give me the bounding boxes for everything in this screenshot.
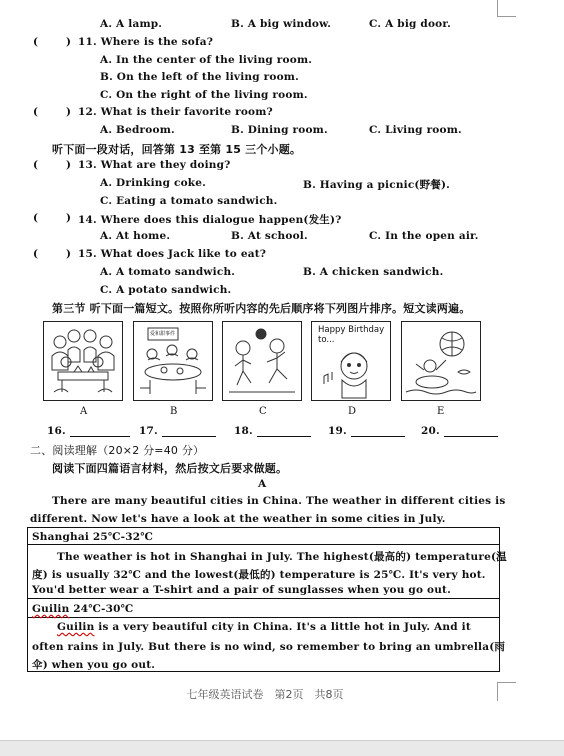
answer-slot-16[interactable] xyxy=(47,425,130,437)
part2-title: 二、阅读理解（20×2 分=40 分） xyxy=(30,444,205,457)
q15-option-b: B. A chicken sandwich. xyxy=(303,266,444,278)
q15-paren-close: ) xyxy=(66,248,72,260)
q14-option-a: A. At home. xyxy=(100,230,171,242)
answer-blank-20[interactable] xyxy=(444,425,498,437)
birthday-caption-line2: to... xyxy=(318,335,335,345)
birthday-caption-line1: Happy Birthday xyxy=(318,325,385,335)
q12-option-c: C. Living room. xyxy=(369,124,462,136)
q11-paren-open: ( xyxy=(33,36,39,48)
page-corner-mark-top xyxy=(497,0,516,17)
q12-option-b: B. Dining room. xyxy=(231,124,328,136)
shanghai-line1: The weather is hot in Shanghai in July. The highest(最高的) temperature(温 xyxy=(57,551,507,563)
answer-slot-16-number: 16. xyxy=(47,425,66,437)
party-sign-text: 爱和甜事件 xyxy=(150,331,176,337)
picture-d-birthday-song xyxy=(311,321,391,401)
answer-slot-20[interactable] xyxy=(421,425,498,437)
q13-paren-close: ) xyxy=(66,159,72,171)
guilin-line1-word: Guilin xyxy=(57,621,95,633)
picture-b-party-table xyxy=(133,321,213,401)
q15-option-c: C. A potato sandwich. xyxy=(100,284,232,296)
shanghai-line2: 度) is usually 32℃ and the lowest(最低的) temperature is 25℃. It's very hot. xyxy=(32,569,486,581)
q13-paren-open: ( xyxy=(33,159,39,171)
answer-blank-16[interactable] xyxy=(70,425,130,437)
answer-slot-18-number: 18. xyxy=(234,425,253,437)
part2-instruction: 阅读下面四篇语言材料，然后按文后要求做题。 xyxy=(52,462,288,475)
answer-slot-19-number: 19. xyxy=(328,425,347,437)
shanghai-line3: You'd better wear a T-shirt and a pair of sunglasses when you go out. xyxy=(32,584,451,596)
document-bottom-edge xyxy=(0,740,564,756)
picture-c-kids-playing-ball xyxy=(222,321,302,401)
q15-paren-open: ( xyxy=(33,248,39,260)
guilin-heading-temp: 24℃-30℃ xyxy=(69,603,134,615)
q14-stem: 14. Where does this dialogue happen(发生)? xyxy=(78,214,342,226)
answer-slot-18[interactable] xyxy=(234,425,311,437)
guilin-line3: 伞) when you go out. xyxy=(32,659,156,671)
page-footer: 七年级英语试卷 第2页 共8页 xyxy=(186,688,344,701)
q10-option-a: A. A lamp. xyxy=(100,18,163,30)
q12-paren-close: ) xyxy=(66,106,72,118)
q12-option-a: A. Bedroom. xyxy=(100,124,175,136)
answer-slot-20-number: 20. xyxy=(421,425,440,437)
q13-option-b: B. Having a picnic(野餐). xyxy=(303,179,451,191)
picture-label-b: B xyxy=(170,406,178,417)
q10-option-b: B. A big window. xyxy=(231,18,332,30)
q11-option-c: C. On the right of the living room. xyxy=(100,89,308,101)
q15-option-a: A. A tomato sandwich. xyxy=(100,266,236,278)
passage-a-label: A xyxy=(258,478,267,490)
q11-stem: 11. Where is the sofa? xyxy=(78,36,214,48)
q11-paren-close: ) xyxy=(66,36,72,48)
section-divider xyxy=(27,598,500,599)
shanghai-heading-divider xyxy=(27,544,500,545)
passage-a-intro-line2: different. Now let's have a look at the weather in some cities in July. xyxy=(30,513,446,525)
q15-stem: 15. What does Jack like to eat? xyxy=(78,248,267,260)
q11-option-b: B. On the left of the living room. xyxy=(100,71,299,83)
picture-label-a: A xyxy=(80,406,88,417)
shanghai-heading: Shanghai 25℃-32℃ xyxy=(32,531,154,543)
q14-paren-close: ) xyxy=(66,212,72,224)
picture-label-d: D xyxy=(348,406,357,417)
answer-blank-17[interactable] xyxy=(162,425,216,437)
picture-e-beach-ball xyxy=(401,321,481,401)
answer-blank-19[interactable] xyxy=(351,425,405,437)
section3-title: 第三节 听下面一篇短文。按照你所听内容的先后顺序将下列图片排序。短文读两遍。 xyxy=(52,302,471,315)
q14-option-b: B. At school. xyxy=(231,230,308,242)
q12-stem: 12. What is their favorite room? xyxy=(78,106,273,118)
picture-a-family-gathering xyxy=(43,321,123,401)
picture-label-e: E xyxy=(437,406,445,417)
guilin-heading-word: Guilin xyxy=(32,603,70,615)
answer-slot-17[interactable] xyxy=(139,425,216,437)
q12-paren-open: ( xyxy=(33,106,39,118)
guilin-line1-rest: is a very beautiful city in China. It's a little hot in July. And it xyxy=(94,621,471,633)
picture-label-c: C xyxy=(259,406,267,417)
answer-slot-17-number: 17. xyxy=(139,425,158,437)
q14-paren-open: ( xyxy=(33,212,39,224)
q14-option-c: C. In the open air. xyxy=(369,230,479,242)
family-gathering-illustration xyxy=(44,322,122,400)
guilin-heading xyxy=(32,603,133,615)
kids-playing-ball-illustration xyxy=(223,322,301,400)
guilin-line2: often rains in July. But there is no wind, so remember to bring an umbrella(雨 xyxy=(32,641,506,653)
listening-instruction-13-15: 听下面一段对话，回答第 13 至第 15 三个小题。 xyxy=(52,143,302,156)
answer-blank-18[interactable] xyxy=(257,425,311,437)
passage-a-intro-line1: There are many beautiful cities in China. The weather in different cities is xyxy=(52,495,506,507)
q13-stem: 13. What are they doing? xyxy=(78,159,231,171)
q11-option-a: A. In the center of the living room. xyxy=(100,54,313,66)
q13-option-c: C. Eating a tomato sandwich. xyxy=(100,195,278,207)
beach-ball-illustration xyxy=(402,322,480,400)
q13-option-a: A. Drinking coke. xyxy=(100,177,207,189)
q10-option-c: C. A big door. xyxy=(369,18,451,30)
answer-slot-19[interactable] xyxy=(328,425,405,437)
guilin-line1 xyxy=(57,621,471,633)
guilin-heading-divider xyxy=(27,617,500,618)
